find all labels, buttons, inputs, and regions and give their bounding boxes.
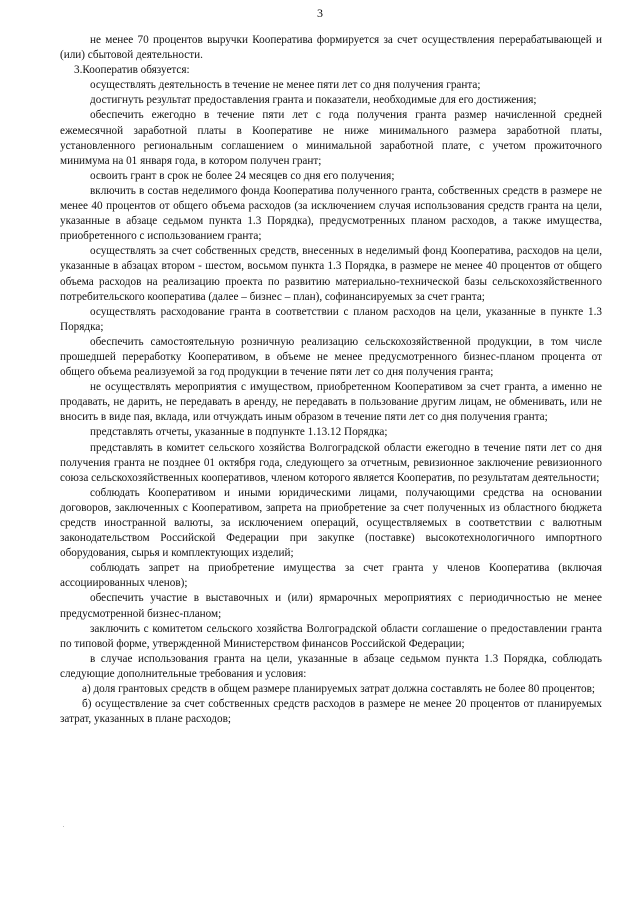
scan-speck: [63, 826, 64, 827]
paragraph: осуществлять расходование гранта в соответствии с планом расходов на цели, указанные в пункте 1.3 Порядка;: [60, 305, 602, 333]
paragraph: достигнуть результат предоставления гранта и показатели, необходимые для его достижения;: [90, 94, 537, 107]
paragraph: включить в состав неделимого фонда Кооператива полученного гранта, собственных средств в размере не менее 40 процентов от общего объема расходов (за исключением случая использования средств гранта на цели, указанные в абзаце седьмом пункта 1.3 Порядка), предусмотренных планом расходов, а также имущества, приобретенного с использованием гранта;: [60, 184, 602, 243]
paragraph: осуществлять за счет собственных средств, внесенных в неделимый фонд Кооператива, расходов на цели, указанные в абзацах втором - шестом, восьмом пункта 1.3 Порядка, в размере не менее 40 процентов от общего объема расходов на реализацию проекта по развитию материально-технической базы сельскохозяйственного потребительского кооператива (далее – бизнес – план), софинансируемых за счет гранта;: [60, 245, 602, 303]
paragraph: осуществлять деятельность в течение не менее пяти лет со дня получения гранта;: [90, 79, 481, 92]
section-heading: 3.Кооператив обязуется:: [74, 64, 190, 77]
paragraph: обеспечить самостоятельную розничную реализацию сельскохозяйственной продукции, в том числе прошедшей переработку Кооперативом, в объеме не менее предусмотренного бизнес-планом процента от общего объема реализуемой за год продукции в течение пяти лет со дня получения гранта;: [60, 335, 602, 379]
paragraph: заключить с комитетом сельского хозяйства Волгоградской области соглашение о предоставлении гранта по типовой форме, утвержденной Министерством финансов Российской Федерации;: [60, 622, 602, 650]
list-item: б) осуществление за счет собственных средств расходов в размере не менее 20 процентов от планируемых затрат, указанных в плане расходов;: [60, 698, 602, 726]
paragraph: представлять отчеты, указанные в подпункте 1.13.12 Порядка;: [90, 426, 388, 439]
paragraph: не менее 70 процентов выручки Кооператива формируется за счет осуществления перерабатывающей и (или) сбытовой деятельности.: [60, 34, 602, 62]
page-number: 3: [317, 6, 323, 20]
document-body: [60, 33, 602, 727]
paragraph: соблюдать запрет на приобретение имущества за счет гранта у членов Кооператива (включая ассоциированных членов);: [60, 562, 602, 590]
paragraph: обеспечить участие в выставочных и (или) ярмарочных мероприятиях с периодичностью не менее предусмотренной бизнес-планом;: [60, 592, 602, 620]
paragraph: обеспечить ежегодно в течение пяти лет с года получения гранта размер начисленной средней ежемесячной заработной платы в Кооперативе не ниже минимального размера заработной платы, установленного региональным соглашением о минимальной заработной плате, с учетом прожиточного минимума на 01 января года, в котором получен грант;: [60, 109, 602, 167]
paragraph: в случае использования гранта на цели, указанные в абзаце седьмом пункта 1.3 Порядка, соблюдать следующие дополнительные требования и условия:: [60, 652, 602, 680]
list-item: а) доля грантовых средств в общем размере планируемых затрат должна составлять не более 80 процентов;: [82, 683, 595, 696]
paragraph: соблюдать Кооперативом и иными юридическими лицами, получающими средства на основании договоров, заключенных с Кооперативом, запрета на приобретение за счет полученных из областного бюджета средств иностранной валюты, за исключением операций, осуществляемых в соответствии с валютным законодательством Российской Федерации при закупке (поставке) высокотехнологичного импортного оборудования, сырья и комплектующих изделий;: [60, 486, 602, 560]
paragraph: не осуществлять мероприятия с имуществом, приобретенном Кооперативом за счет гранта, а именно не продавать, не дарить, не передавать в аренду, не передавать в пользование другим лицам, не обменивать, или не вносить в виде пая, вклада, или отчуждать иным образом в течение пяти лет со дня получения гранта;: [60, 381, 602, 424]
paragraph: представлять в комитет сельского хозяйства Волгоградской области ежегодно в течение пяти лет со дня получения гранта не позднее 01 октября года, следующего за отчетным, ревизионное заключение ревизионного союза сельскохозяйственных кооперативов, членом которого является Кооператив, по результатам деятельности;: [60, 441, 602, 484]
paragraph: освоить грант в срок не более 24 месяцев со дня его получения;: [90, 169, 395, 182]
